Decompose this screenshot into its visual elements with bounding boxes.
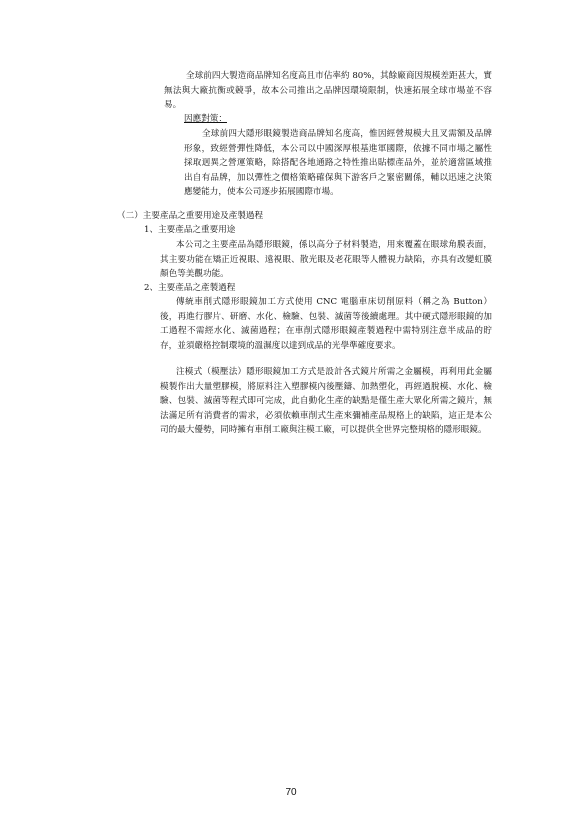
cast-molding-paragraph: 注模式（模壓法）隱形眼鏡加工方式是設計各式鏡片所需之金屬模，再利用此金屬模製作出大量塑膠模，將原料注入塑膠模內後壓鑄、加熱塑化，再經過脫模、水化、檢驗、包裝、滅菌等程式即可完成，此自動化生產的缺點是僅生產大眾化所需之鏡片，無法滿足所有消費者的需求，必須依賴車削式生產來彌補產品規格上的缺陷，這正是本公司的最大優勢，同時擁有車削工廠與注模工廠，可以提供全世界完整規格的隱形眼鏡。 — [160, 367, 492, 435]
item-heading-manufacturing-process: 2、主要產品之產製過程 — [144, 283, 236, 293]
item-heading-product-uses: 1、主要產品之重要用途 — [144, 225, 236, 235]
page-number: 70 — [285, 787, 297, 798]
product-uses-paragraph: 本公司之主要產品為隱形眼鏡，係以高分子材料製造，用來覆蓋在眼球角膜表面，其主要功能在矯正近視眼、遠視眼、散光眼及老花眼等人體視力缺陷，亦具有改變虹膜顏色等美觀功能。 — [160, 240, 492, 279]
section-heading-products: （二）主要產品之重要用途及產製過程 — [117, 211, 264, 221]
lathe-process-paragraph: 傳統車削式隱形眼鏡加工方式使用 CNC 電腦車床切削原料（稱之為 Button）後，再進行膠片、研磨、水化、檢驗、包裝、滅菌等後續處理。其中硬式隱形眼鏡的加工過程不需經水化、滅菌過程；在車削式隱形眼鏡產製過程中需特別注意半成品的貯存，並須嚴格控制環境的溫濕度以達到成品的光學準確度要求。 — [160, 297, 492, 351]
response-strategy-heading: 因應對策： — [184, 114, 227, 124]
response-strategy-paragraph: 全球前四大隱形眼鏡製造商品牌知名度高，惟因經營規模大且叉需額及品牌形象，致經營彈性降低，本公司以中國深厚根基進軍國際，依據不同市場之屬性採取迥異之營運策略，除搭配各地通路之特性推出貼標產品外，並於適當區域推出自有品牌，加以彈性之價格策略確保與下游客戶之緊密關係，輔以迅速之決策應變能力，使本公司逐步拓展國際市場。 — [184, 129, 492, 197]
competition-paragraph: 全球前四大製造商品牌知名度高且市佔率約 80%，其餘廠商因規模差距甚大，實無法與大廠抗衡或競爭，故本公司推出之品牌因環境限制，快速拓展全球市場並不容易。 — [164, 71, 492, 110]
